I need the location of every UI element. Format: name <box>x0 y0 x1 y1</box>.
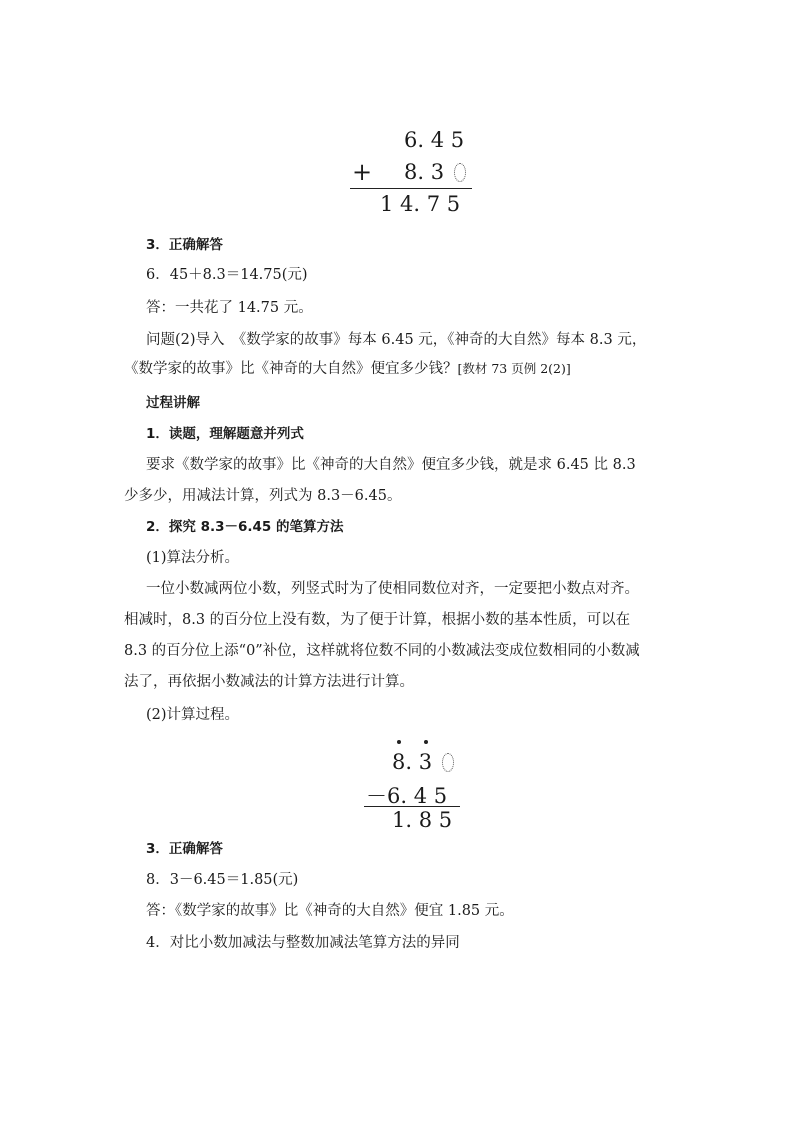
step-2-heading: 2．探究 8.3－6.45 的笔算方法 <box>146 519 344 535</box>
process-title: (2)计算过程。 <box>146 707 240 723</box>
analysis-line-3: 8.3 的百分位上添“0”补位，这样就将位数不同的小数减法变成位数相同的小数减 <box>124 643 640 659</box>
formula: 8．3－6.45＝1.85(元) <box>146 872 299 888</box>
plus-sign: + <box>352 158 373 186</box>
borrow-dot-icon <box>424 740 428 744</box>
addend-2: 8. 3 <box>404 160 445 184</box>
section-heading: 3．正确解答 <box>146 237 223 253</box>
problem-question: 《数学家的故事》比《神奇的大自然》便宜多少钱？ <box>124 361 458 377</box>
analysis-line-1: 一位小数减两位小数，列竖式时为了使相同数位对齐，一定要把小数点对齐。 <box>146 581 639 597</box>
difference-line <box>364 806 460 807</box>
step-1-line-2: 少多少，用减法计算，列式为 8.3－6.45。 <box>124 488 402 504</box>
answer: 答：一共花了 14.75 元。 <box>146 300 313 316</box>
analysis-line-2: 相减时，8.3 的百分位上没有数，为了便于计算，根据小数的基本性质，可以在 <box>124 612 631 628</box>
analysis-title: (1)算法分析。 <box>146 550 240 566</box>
textbook-reference: [教材 73 页例 2(2)] <box>457 361 571 376</box>
formula: 6．45＋8.3＝14.75(元) <box>146 267 308 283</box>
minuend: 8. 3 <box>392 750 433 774</box>
step-1-line-1: 要求《数学家的故事》比《神奇的大自然》便宜多少钱，就是求 6.45 比 8.3 <box>146 457 636 473</box>
difference-result: 1. 8 5 <box>392 808 453 832</box>
placeholder-zero-icon <box>442 753 454 772</box>
borrow-dot-icon <box>397 740 401 744</box>
answer: 答：《数学家的故事》比《神奇的大自然》便宜 1.85 元。 <box>146 903 514 919</box>
process-heading: 过程讲解 <box>146 395 200 411</box>
step-1-heading: 1．读题，理解题意并列式 <box>146 426 304 442</box>
section-heading: 3．正确解答 <box>146 841 223 857</box>
subtrahend: －6. 4 5 <box>366 784 448 808</box>
section-4-heading: 4．对比小数加减法与整数加减法笔算方法的异同 <box>146 935 460 951</box>
problem-line-1: 问题(2)导入 《数学家的故事》每本 6.45 元，《神奇的大自然》每本 8.3 元， <box>146 332 647 348</box>
analysis-line-4: 法了，再依据小数减法的计算方法进行计算。 <box>124 674 414 690</box>
addend-1: 6. 4 5 <box>404 128 465 152</box>
sum-result: 1 4. 7 5 <box>380 192 461 216</box>
